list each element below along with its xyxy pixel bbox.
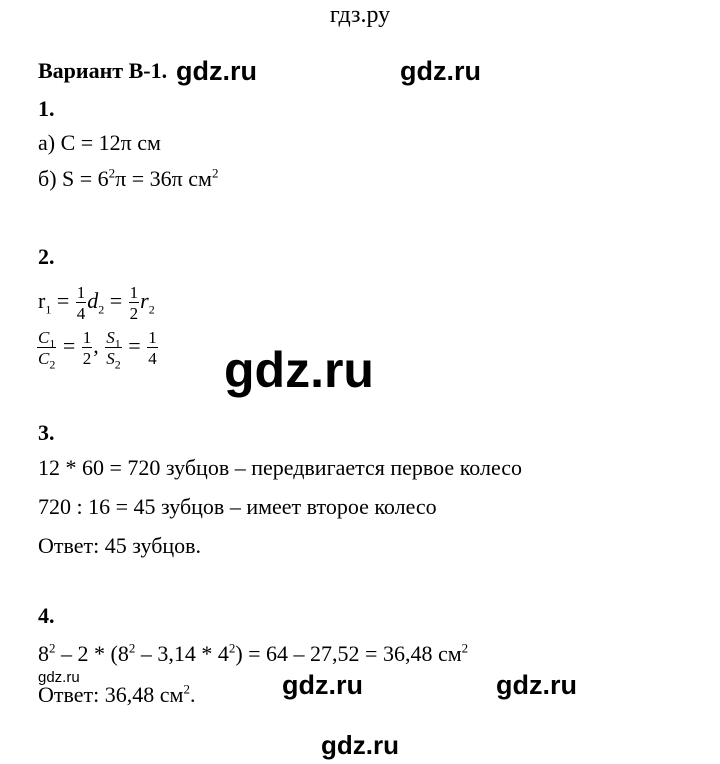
task3-line1: 12 * 60 = 720 зубцов – передвигается первое колесо: [38, 455, 523, 480]
variant-title: Вариант В-1.: [38, 58, 168, 83]
fraction: $\frac{1}{4}$: [76, 282, 86, 323]
watermark-bottom-right: gdz.ru: [496, 670, 577, 700]
watermark-top-left: gdz.ru: [176, 56, 257, 86]
task4-answer: Ответ: 36,48 $см^2$.: [38, 681, 196, 707]
task3-answer: Ответ: 45 зубцов.: [38, 533, 202, 558]
fraction: $\frac{1}{2}$: [129, 282, 139, 323]
fraction: $\frac{1}{4}$: [148, 327, 157, 368]
watermark-top-right: gdz.ru: [400, 56, 481, 86]
fraction: $\frac{S_1}{S_2}$: [106, 327, 121, 372]
task1-number: 1.: [38, 96, 55, 121]
task1-line-a: а) С = 12π см: [38, 130, 161, 155]
site-header: гдз.ру: [329, 2, 391, 28]
watermark-center: gdz.ru: [224, 342, 374, 398]
task3-number: 3.: [38, 420, 55, 445]
task3-line2: 720 : 16 = 45 зубцов – имеет второе колесо: [38, 494, 437, 519]
fraction: $\frac{1}{2}$: [82, 327, 92, 368]
task2-line2: $\frac{C_1}{C_2}$ = $\frac{1}{2}$ , $\frac{S_1}{S_2}$ = $\frac{1}{4}$: [38, 327, 157, 372]
task1-line-b: б) $S = 6^2\pi = 36\pi$ $см^2$: [38, 165, 219, 191]
task4-number: 4.: [38, 603, 55, 628]
task2-number: 2.: [38, 244, 55, 269]
task4-line1: $8^2 - 2 * (8^2 - 3,14 * 4^2) = 64 - 27,52 = 36,48$ $см^2$: [38, 640, 469, 666]
watermark-bottom-left: gdz.ru: [282, 670, 363, 700]
watermark-footer: gdz.ru: [321, 730, 399, 760]
task2-line1: $r_1$ = $\frac{1}{4}$ $d_2$ = $\frac{1}{2}$ $r_2$: [38, 282, 155, 323]
fraction: $\frac{C_1}{C_2}$: [38, 327, 56, 372]
watermark-bottom-small: gdz.ru: [38, 669, 80, 686]
